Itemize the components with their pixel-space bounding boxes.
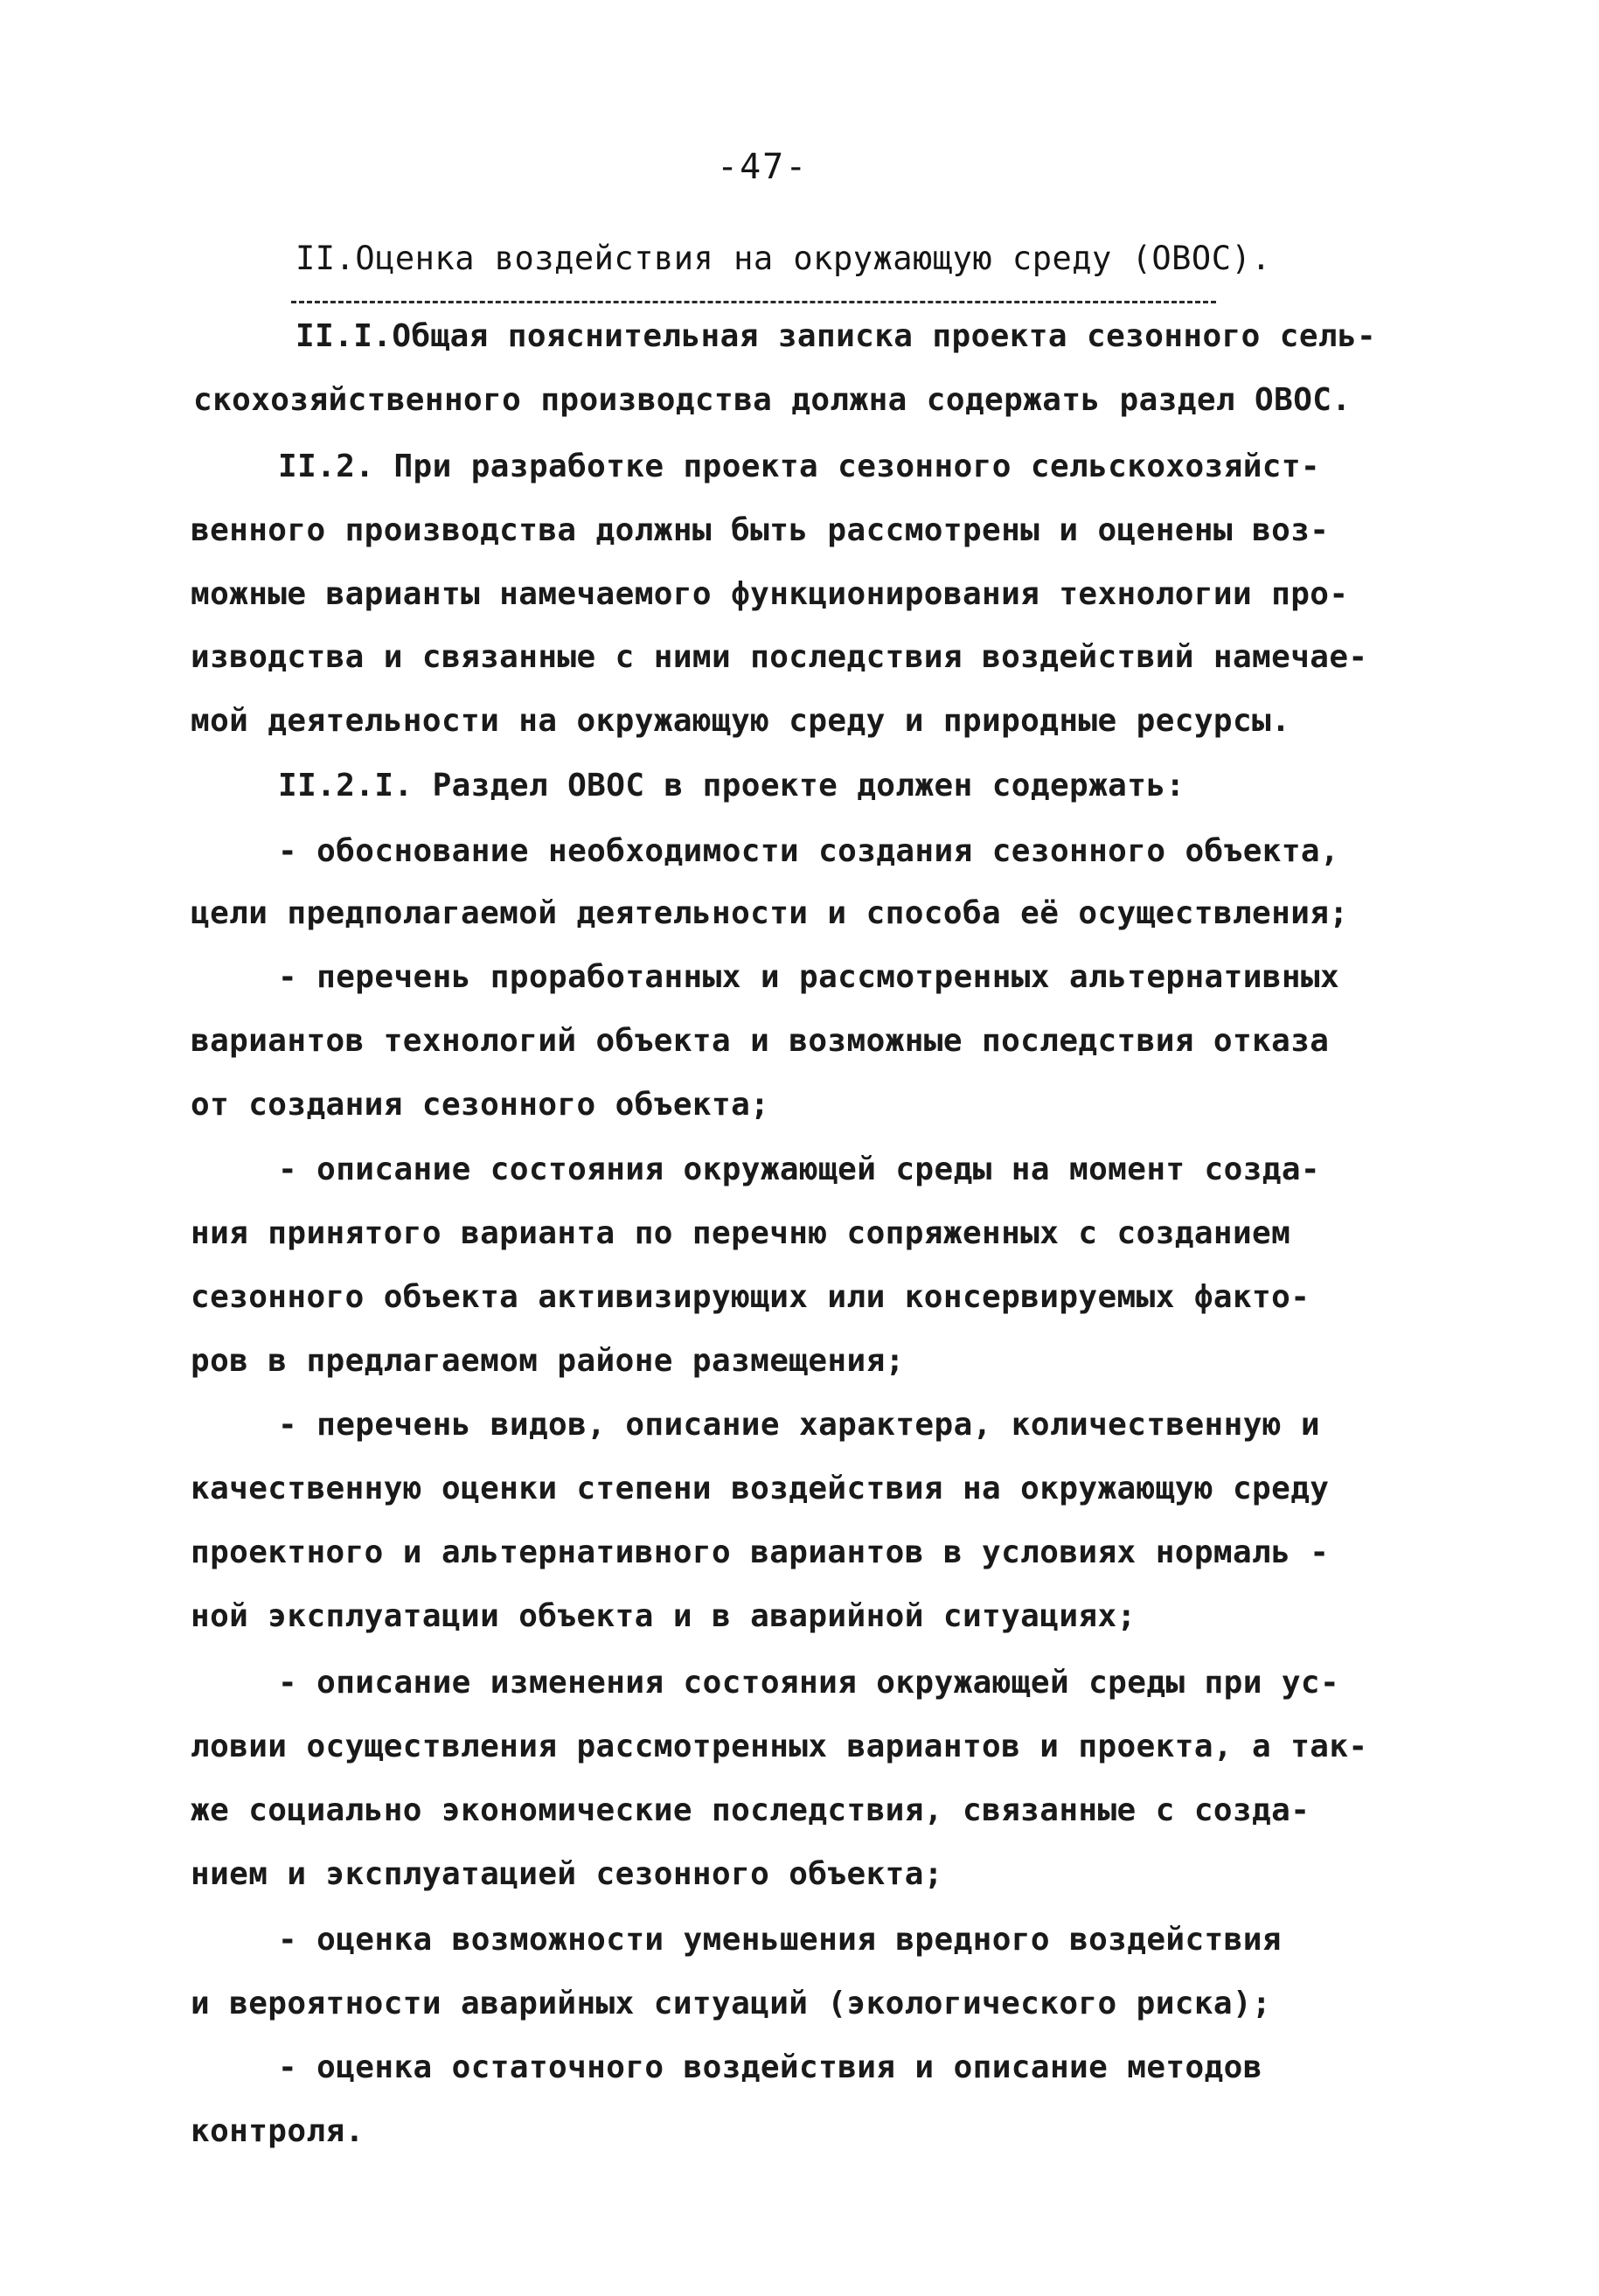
- text-line: - оценка возможности уменьшения вредного воздействия: [278, 1922, 1282, 1958]
- page-number: -47-: [717, 147, 809, 187]
- section-title: II.Оценка воздействия на окружающую среду (ОВОС).: [295, 240, 1272, 277]
- text-line: скохозяйственного производства должна содержать раздел ОВОС.: [193, 382, 1352, 418]
- text-line: - описание изменения состояния окружающей среды при ус-: [278, 1665, 1340, 1701]
- title-underline: [291, 301, 1216, 303]
- text-line: сезонного объекта активизирующих или консервируемых факто-: [191, 1279, 1310, 1315]
- text-line: изводства и связанные с ними последствия воздействий намечае-: [191, 639, 1368, 675]
- text-line: проектного и альтернативного вариантов в условиях нормаль -: [191, 1534, 1330, 1570]
- text-line: - перечень проработанных и рассмотренных альтернативных: [278, 959, 1340, 995]
- text-line: венного производства должны быть рассмотрены и оценены воз-: [191, 512, 1330, 548]
- text-line: вариантов технологий объекта и возможные последствия отказа: [191, 1023, 1330, 1059]
- text-line: мой деятельности на окружающую среду и природные ресурсы.: [191, 703, 1291, 739]
- text-line: же социально экономические последствия, связанные с созда-: [191, 1792, 1310, 1828]
- text-line: качественную оценки степени воздействия на окружающую среду: [191, 1471, 1330, 1506]
- text-line: ния принятого варианта по перечню сопряженных с созданием: [191, 1215, 1291, 1251]
- text-line: и вероятности аварийных ситуаций (экологического риска);: [191, 1986, 1272, 2021]
- text-line: - обоснование необходимости создания сезонного объекта,: [278, 833, 1340, 869]
- text-line: контроля.: [191, 2113, 365, 2149]
- text-line: можные варианты намечаемого функционирования технологии про-: [191, 576, 1349, 612]
- text-line: ной эксплуатации объекта и в аварийной ситуациях;: [191, 1598, 1137, 1634]
- text-line: ловии осуществления рассмотренных вариантов и проекта, а так-: [191, 1729, 1368, 1764]
- text-line: - оценка остаточного воздействия и описание методов: [278, 2049, 1262, 2085]
- text-line: цели предполагаемой деятельности и способа её осуществления;: [191, 895, 1349, 931]
- text-line: ров в предлагаемом районе размещения;: [191, 1343, 905, 1379]
- text-line: нием и эксплуатацией сезонного объекта;: [191, 1856, 943, 1892]
- text-line: от создания сезонного объекта;: [191, 1087, 770, 1123]
- text-line: - перечень видов, описание характера, количественную и: [278, 1407, 1320, 1443]
- text-line: II.2.I. Раздел ОВОС в проекте должен содержать:: [278, 768, 1185, 804]
- text-line: - описание состояния окружающей среды на момент созда-: [278, 1151, 1320, 1187]
- text-line: II.2. При разработке проекта сезонного сельскохозяйст-: [278, 449, 1320, 484]
- text-line: II.I.Общая пояснительная записка проекта сезонного сель-: [295, 318, 1377, 354]
